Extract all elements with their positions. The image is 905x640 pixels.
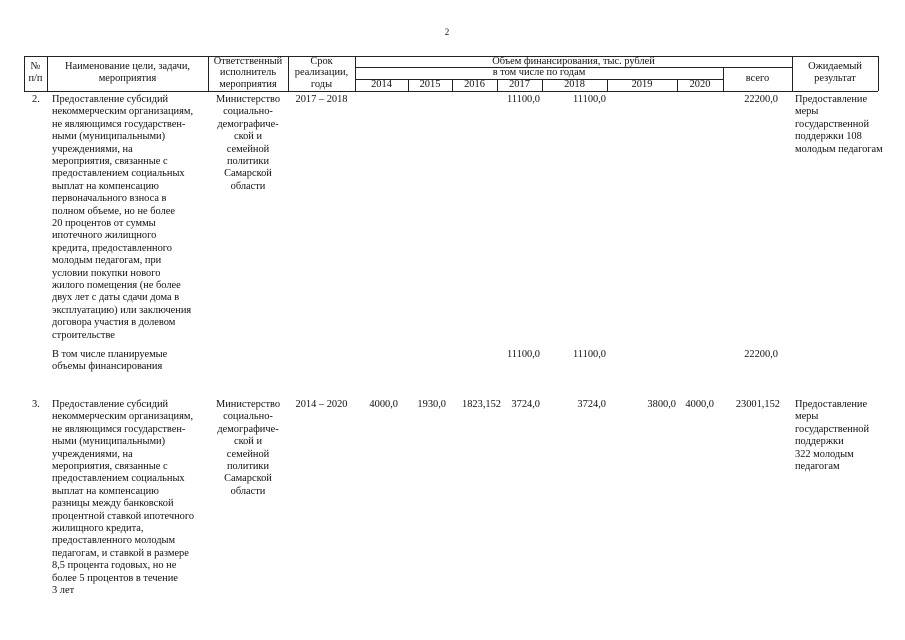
header-term-line: годы — [310, 79, 333, 90]
header-year: 2019 — [631, 79, 653, 90]
header-year: 2018 — [564, 79, 585, 90]
header-name-line: мероприятия — [98, 73, 157, 84]
header-result-line: Ожидаемый — [808, 61, 862, 72]
row-value-2015: 1930,0 — [417, 399, 446, 410]
row-value-2017: 11100,0 — [507, 94, 540, 105]
row-value-2014: 4000,0 — [369, 399, 398, 410]
row-total: 22200,0 — [744, 349, 778, 360]
header-year: 2016 — [464, 79, 485, 90]
row-term: 2017 – 2018 — [295, 94, 348, 105]
row-value-2020: 4000,0 — [685, 399, 714, 410]
header-year: 2017 — [509, 79, 530, 90]
row-value-2018: 11100,0 — [573, 349, 606, 360]
row-total: 23001,152 — [735, 399, 780, 410]
row-number: 2. — [32, 94, 40, 105]
header-num-line: № — [30, 61, 41, 72]
row-value-2019: 3800,0 — [647, 399, 676, 410]
row-value-2017: 11100,0 — [507, 349, 540, 360]
header-year: 2015 — [419, 79, 441, 90]
row-value-2017: 3724,0 — [511, 399, 540, 410]
row-number: 3. — [32, 399, 40, 410]
header-financing-title: Объем финансирования, тыс. рублей — [492, 56, 655, 67]
header-term-line: Срок — [310, 56, 333, 67]
row-value-2018: 11100,0 — [573, 94, 606, 105]
row-term: 2014 – 2020 — [295, 399, 348, 410]
header-name-line: Наименование цели, задачи, — [64, 61, 191, 72]
header-resp-line: исполнитель — [219, 67, 277, 78]
header-num-line: п/п — [28, 73, 43, 84]
header-result-line: результат — [814, 73, 856, 84]
header-year: 2014 — [371, 79, 392, 90]
page-number: 2 — [444, 27, 450, 37]
header-total: всего — [745, 73, 770, 84]
header-resp-line: мероприятия — [219, 79, 277, 90]
header-resp-line: Ответственный — [213, 56, 283, 67]
row-total: 22200,0 — [744, 94, 778, 105]
row-value-2018: 3724,0 — [577, 399, 606, 410]
header-year: 2020 — [689, 79, 711, 90]
header-term-line: реализации, — [294, 67, 349, 78]
row-value-2016: 1823,152 — [462, 399, 501, 410]
header-by-years: в том числе по годам — [492, 67, 586, 78]
col-line-right — [878, 56, 879, 91]
